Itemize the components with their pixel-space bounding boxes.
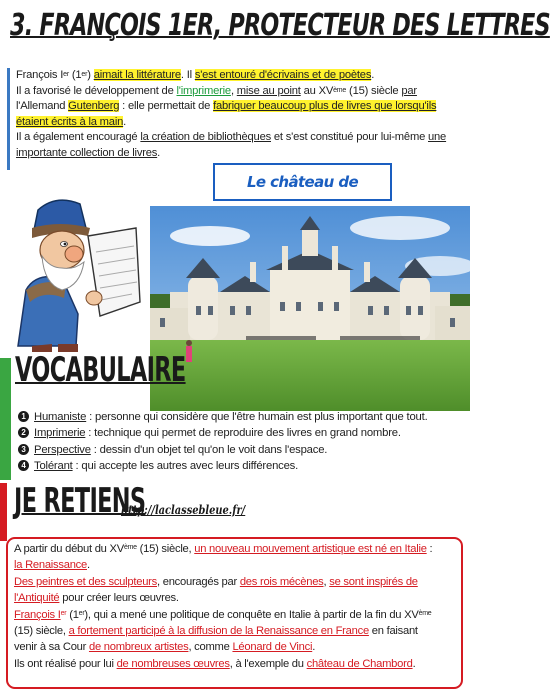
list-item [18,442,473,458]
key-phrase: se sont inspirés de [329,575,418,588]
intro-text-part: François I [16,69,64,81]
underline-collection: une importante collection de livres [16,131,447,159]
superscript: ème [418,609,432,617]
intro-text-part: Il a également encouragé [16,131,141,143]
vocab-term: Imprimerie [34,427,86,440]
key-phrase: des rois mécènes [239,575,324,588]
key-phrase: François I [14,608,61,621]
key-phrase: château de Chambord [306,657,413,670]
vocab-definition: : technique qui permet de reproduire des livres en grand nombre. [85,427,401,440]
item-number-badge: 2 [18,427,29,438]
intro-text-part: au XV [300,84,334,97]
item-number-badge: 4 [18,460,29,471]
superscript: er [63,71,69,78]
highlight-writers: s'est entouré d'écrivains et de poètes [194,69,372,81]
key-phrase: a fortement participé à la diffusion de la Renaissance en France [68,625,369,638]
intro-text-part: et s'est constitué pour lui-même [271,131,429,143]
superscript: er [78,609,85,617]
site-url[interactable]: http://laclassebleue.fr/ [121,503,246,517]
retiens-text-part: , comme [188,641,233,654]
intro-text-part: . [123,115,127,128]
vocab-term: Humaniste [34,411,87,423]
retiens-text-part: , [323,575,330,588]
intro-text-part: (1 [68,69,82,81]
vocab-list [18,409,473,474]
item-number-badge: 3 [18,444,29,455]
underline-mise-au-point: mise au point [236,84,301,97]
intro-text-part: , [230,84,237,97]
intro-text-part: Il a favorisé le développement de [16,84,177,97]
key-phrase: l'Antiquité [14,592,60,605]
intro-text [16,68,468,161]
retiens-text-part: (1 [66,608,79,621]
list-item [18,409,473,425]
highlight-gutenberg: Gutenberg [68,100,120,112]
retiens-text-part: . [412,657,416,670]
list-item [18,425,473,441]
retiens-text-part: . [87,559,90,572]
vocab-term: Perspective [34,443,91,456]
superscript: ème [333,86,347,94]
superscript: er [60,609,67,617]
intro-text-part: : elle permettait de [119,100,214,112]
key-phrase: de nombreuses œuvres [116,657,230,670]
vocab-heading: VOCABULAIRE [15,350,186,390]
retiens-text-part: ), qui a mené une politique de conquête en Italie à partir de la fin du XV [84,608,419,621]
retiens-text-part: en faisant [368,625,418,638]
highlight-books: fabriquer beaucoup plus de livres que lorsqu'ils étaient écrits à la main [16,100,437,128]
retiens-text-part: pour créer leurs œuvres. [59,592,179,605]
intro-text-part: (15) siècle [346,84,402,97]
intro-text-part: ) [87,69,94,81]
key-phrase: la Renaissance [14,559,87,572]
chambord-label: Le château de [213,163,392,201]
item-number-badge: 1 [18,411,29,422]
retiens-text-part: . [312,641,316,654]
intro-text-part: . Il [180,69,195,81]
retiens-text-part: venir à sa Cour [14,641,89,654]
superscript: ème [123,544,137,551]
key-phrase: de nombreux artistes [88,641,189,654]
retiens-text-part: Ils ont réalisé pour lui [14,657,117,670]
intro-text-part: . [371,69,375,81]
list-item [18,458,473,474]
retiens-side-bar [0,483,7,541]
retiens-text-part: A partir du début du XV [14,543,124,555]
page-title: 3. FRANÇOIS 1ER, PROTECTEUR DES LETTRES [10,8,550,43]
chambord-photo [150,206,470,411]
key-phrase: Des peintres et des sculpteurs [14,575,157,588]
highlight-literature: aimait la littérature [93,69,181,81]
intro-text-part: . [157,146,161,159]
superscript: er [81,71,88,78]
retiens-text: A partir du début du XVème (15) siècle, un nouveau mouvement artistique est né en Italie : la Renaissance. Des peintres et des sculpteurs, encouragés par des rois mécènes, se sont inspirés de l'Antiquité pour créer leurs œuvres. François Ier (1er), qui a mené une politique de conquête en Italie à partir de la fin du XVème (15) siècle, a fortement participé à la diffusion de la Renaissance en France en faisant venir à sa Cour de nombreux artistes, comme Léonard de Vinci. Ils ont réalisé pour lui de nombreuses œuvres, à l'exemple du château de Chambord. [14,543,433,670]
vocab-definition: : personne qui considère que l'être humain est plus important que tout. [86,411,428,423]
vocab-side-bar [0,358,11,480]
underline-libraries: la création de bibliothèques [140,131,271,143]
key-phrase: un nouveau mouvement artistique est né en Italie [194,543,427,555]
vocab-term: Tolérant [34,459,73,472]
retiens-text-part: , à l'exemple du [229,657,307,670]
scholar-illustration [4,194,144,354]
retiens-heading: JE RETIENS [14,481,146,521]
retiens-text-part: , encouragés par [157,575,240,588]
intro-side-bar [7,68,10,170]
intro-text-part: l'Allemand [16,100,69,112]
vocab-definition: : qui accepte les autres avec leurs différences. [72,459,299,472]
retiens-text-part: (15) siècle, [136,543,195,555]
term-imprimerie: l'imprimerie [176,84,231,97]
underline-par: par [401,84,417,97]
retiens-text-part: (15) siècle, [14,625,69,638]
key-phrase: Léonard de Vinci [232,641,313,654]
vocab-definition: : dessin d'un objet tel qu'on le voit dans l'espace. [90,443,328,456]
